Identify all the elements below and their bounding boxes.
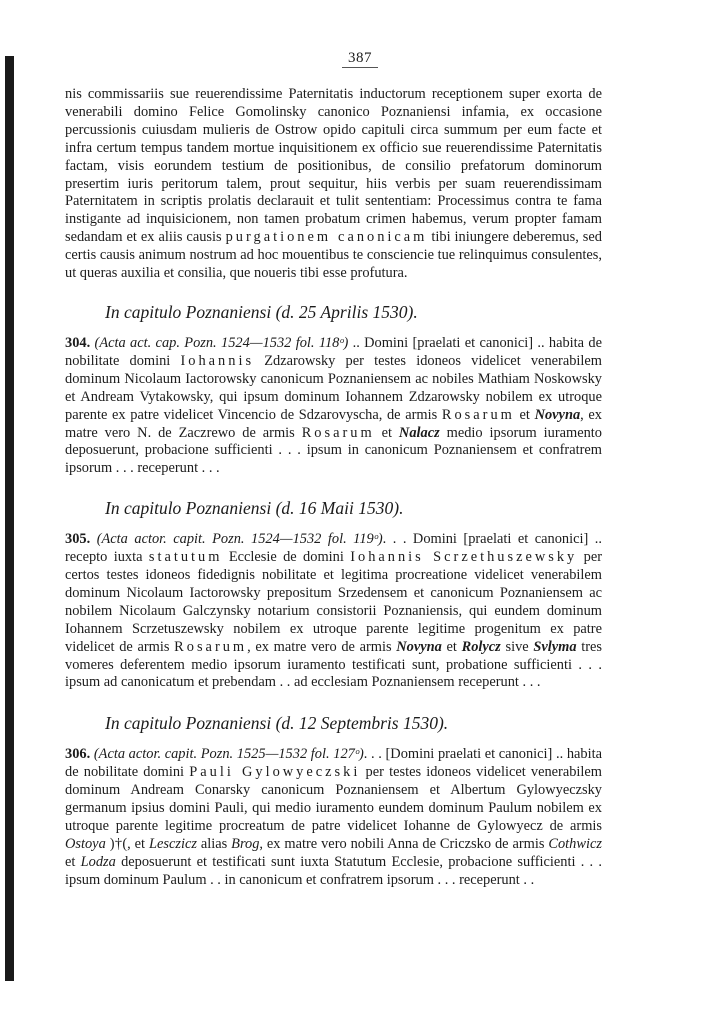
section-heading-3: In capitulo Poznaniensi (d. 12 Septembris 1530).	[105, 713, 449, 734]
source-citation: (Acta act. cap. Pozn. 1524—1532 fol. 118ᵒ)	[94, 334, 349, 351]
section-heading-2: In capitulo Poznaniensi (d. 16 Maii 1530).	[105, 498, 404, 519]
entry-number: 306.	[65, 746, 91, 763]
entry-number: 304.	[65, 334, 91, 351]
section-heading-1: In capitulo Poznaniensi (d. 25 Aprilis 1530).	[105, 301, 418, 322]
source-citation: (Acta actor. capit. Pozn. 1525—1532 fol. 127ᵒ)	[93, 746, 364, 763]
entry-304: 304. (Acta act. cap. Pozn. 1524—1532 fol. 118ᵒ) .. Domini [praelati et canonici] .. habita de nobilitate domini Iohannis Zdzarowsky per testes idoneos videlicet venerabilem dominum Nicolaum Iactorowsky canonicum Poznaniensem ac nobiles Mathiam Noskowsky et Andream Vytakowsky, qui ipsum dominum Iohannem Zdzarowsky nobilem ex utroque parente ex patre videlicet Vincencio de Sdzarovyscha, de armis Rosarum et Novyna, ex matre vero N. de Zaczrewo de armis Rosarum et Nalacz medio ipsorum iuramento deposuerunt, probacione sufficienti . . . ipsum in canonicum Poznaniensem et confratrem ipsorum . . . receperunt . . .	[65, 334, 602, 477]
entry-305: 305. (Acta actor. capit. Pozn. 1524—1532 fol. 119ᵒ). . . Domini [praelati et canonici] .. recepto iuxta statutum Ecclesie de domini Iohannis Scrzethuszewsky per certos testes idoneos fidedignis nobilitate et legitima procreatione videlicet venerabilem dominum Nicolaum Iactorowsky prepositum Srzedensem et canonicum Poznaniensem ac nobilem Nicolaum Galczynsky notarium consistorii Poznaniensis, qui eundem dominum Iohannem Scrzetuszewsky nobilem ex utroque parente legitime progenitum ex patre videlicet de armis Rosarum, ex matre vero de armis Novyna et Rolycz sive Svlyma tres vomeres deferentem medio ipsorum iuramento testificati sunt, probatione sufficienti . . . ipsum ad canonicatum et prebendam . . ad ecclesiam Poznaniensem receperunt . . .	[65, 531, 602, 691]
page-number-text: 387	[342, 50, 378, 68]
entry-number: 305.	[65, 531, 91, 548]
page-binding-edge	[5, 56, 14, 981]
spaced-phrase: purgationem canonicam	[225, 229, 428, 246]
intro-paragraph: nis commissariis sue reuerendissime Paternitatis inductorum receptionem super exorta de venerabili domino Felice Gomolinsky canonico Poznaniensi infamia, ex occasione percussionis cuiusdam mulieris de Ostrow opido capituli circa summum per eum facte et infra certum tempus tandem mortue inquisitionem ex officio sue reuerendissime Paternitatis factam, visis eorundem testium de positionibus, de consilio prefatorum dominorum presertim iuris peritorum talem, prout sequitur, hiis verbis per suam reuerendissimam Paternitatem in scriptis prolatis declarauit et tulit sententiam: Processimus contra te fama instigante ad inquisicionem, non tamen probatum crimen habemus, verum propter famam sedandam et ex aliis causis purgationem canonicam tibi iniungere deberemus, sed certis causis animum nostrum ad hoc mouentibus te consciencie tue relinquimus consulentes, ut queras auxilia et consilia, que noueris tibi esse profutura.	[65, 86, 602, 282]
page-number	[0, 50, 720, 67]
page-body	[65, 86, 602, 890]
entry-306: 306. (Acta actor. capit. Pozn. 1525—1532 fol. 127ᵒ). . . [Domini praelati et canonici] .. habita de nobilitate domini Pauli Gylowyeczski per testes idoneos videlicet venerabilem dominum Andream Conarsky canonicum Poznaniensem et Albertum Gylowyeczsky germanum ipsius domini Pauli, qui medio iuramento eundem dominum Paulum nobilem ex utroque parente legitime procreatum de patre videlicet Iohanne de Gylowyecz de armis Ostoya )†(, et Lesczicz alias Brog, ex matre vero nobili Anna de Criczsko de armis Cothwicz et Lodza deposuerunt et testificati sunt iuxta Statutum Ecclesie, probacione sufficienti . . . ipsum dominum Paulum . . in canonicum et confratrem ipsorum . . . receperunt . .	[65, 746, 603, 888]
source-citation: (Acta actor. capit. Pozn. 1524—1532 fol. 119ᵒ)	[96, 531, 383, 548]
